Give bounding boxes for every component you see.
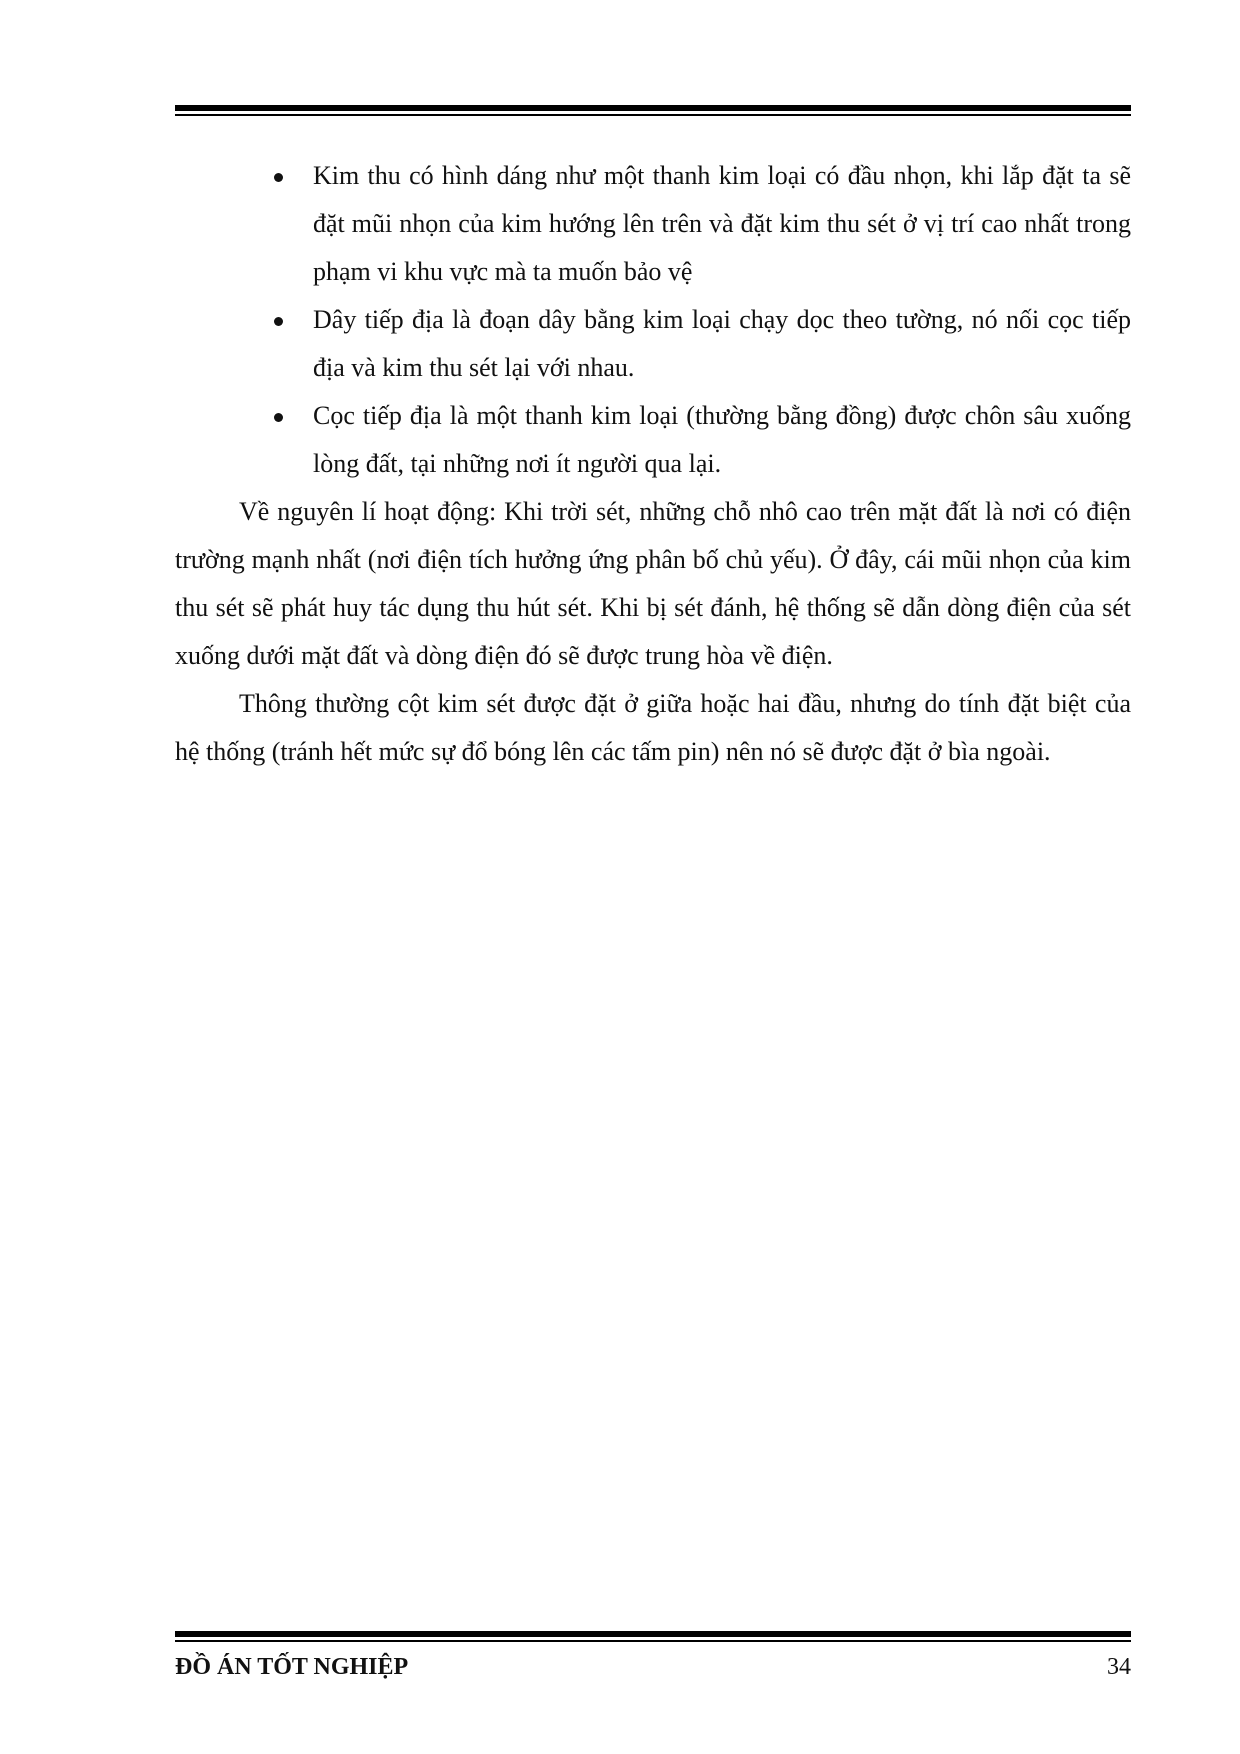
paragraph-thong-thuong: Thông thường cột kim sét được đặt ở giữa hoặc hai đầu, nhưng do tính đặt biệt của hệ thống (tránh hết mức sự đổ bóng lên các tấm pin) nên nó sẽ được đặt ở bìa ngoài.	[175, 689, 1131, 766]
bullet-dot-icon	[274, 413, 283, 422]
footer-rule-thick	[175, 1631, 1131, 1637]
bullet-dot-icon	[274, 173, 283, 182]
bullet-text: Kim thu có hình dáng như một thanh kim loại có đầu nhọn, khi lắp đặt ta sẽ đặt mũi nhọn của kim hướng lên trên và đặt kim thu sét ở vị trí cao nhất trong phạm vi khu vực mà ta muốn bảo vệ	[313, 161, 1131, 286]
header-rule-thick	[175, 105, 1131, 111]
bullet-item-coc-tiep-dia	[175, 392, 1131, 488]
page-number: 34	[1107, 1654, 1131, 1680]
bullet-text: Cọc tiếp địa là một thanh kim loại (thường bằng đồng) được chôn sâu xuống lòng đất, tại những nơi ít người qua lại.	[313, 401, 1131, 478]
header-rule-thin	[175, 114, 1131, 116]
bullet-list	[175, 152, 1131, 488]
page-body	[175, 152, 1131, 776]
bullet-text: Dây tiếp địa là đoạn dây bằng kim loại chạy dọc theo tường, nó nối cọc tiếp địa và kim thu sét lại với nhau.	[313, 305, 1131, 382]
footer-rule-thin	[175, 1640, 1131, 1642]
bullet-item-kim-thu	[175, 152, 1131, 296]
bullet-dot-icon	[274, 317, 283, 326]
paragraph-nguyen-li: Về nguyên lí hoạt động: Khi trời sét, những chỗ nhô cao trên mặt đất là nơi có điện trường mạnh nhất (nơi điện tích hưởng ứng phân bố chủ yếu). Ở đây, cái mũi nhọn của kim thu sét sẽ phát huy tác dụng thu hút sét. Khi bị sét đánh, hệ thống sẽ dẫn dòng điện của sét xuống dưới mặt đất và dòng điện đó sẽ được trung hòa về điện.	[175, 497, 1131, 670]
footer-title: ĐỒ ÁN TỐT NGHIỆP	[175, 1654, 409, 1680]
bullet-item-day-tiep-dia	[175, 296, 1131, 392]
